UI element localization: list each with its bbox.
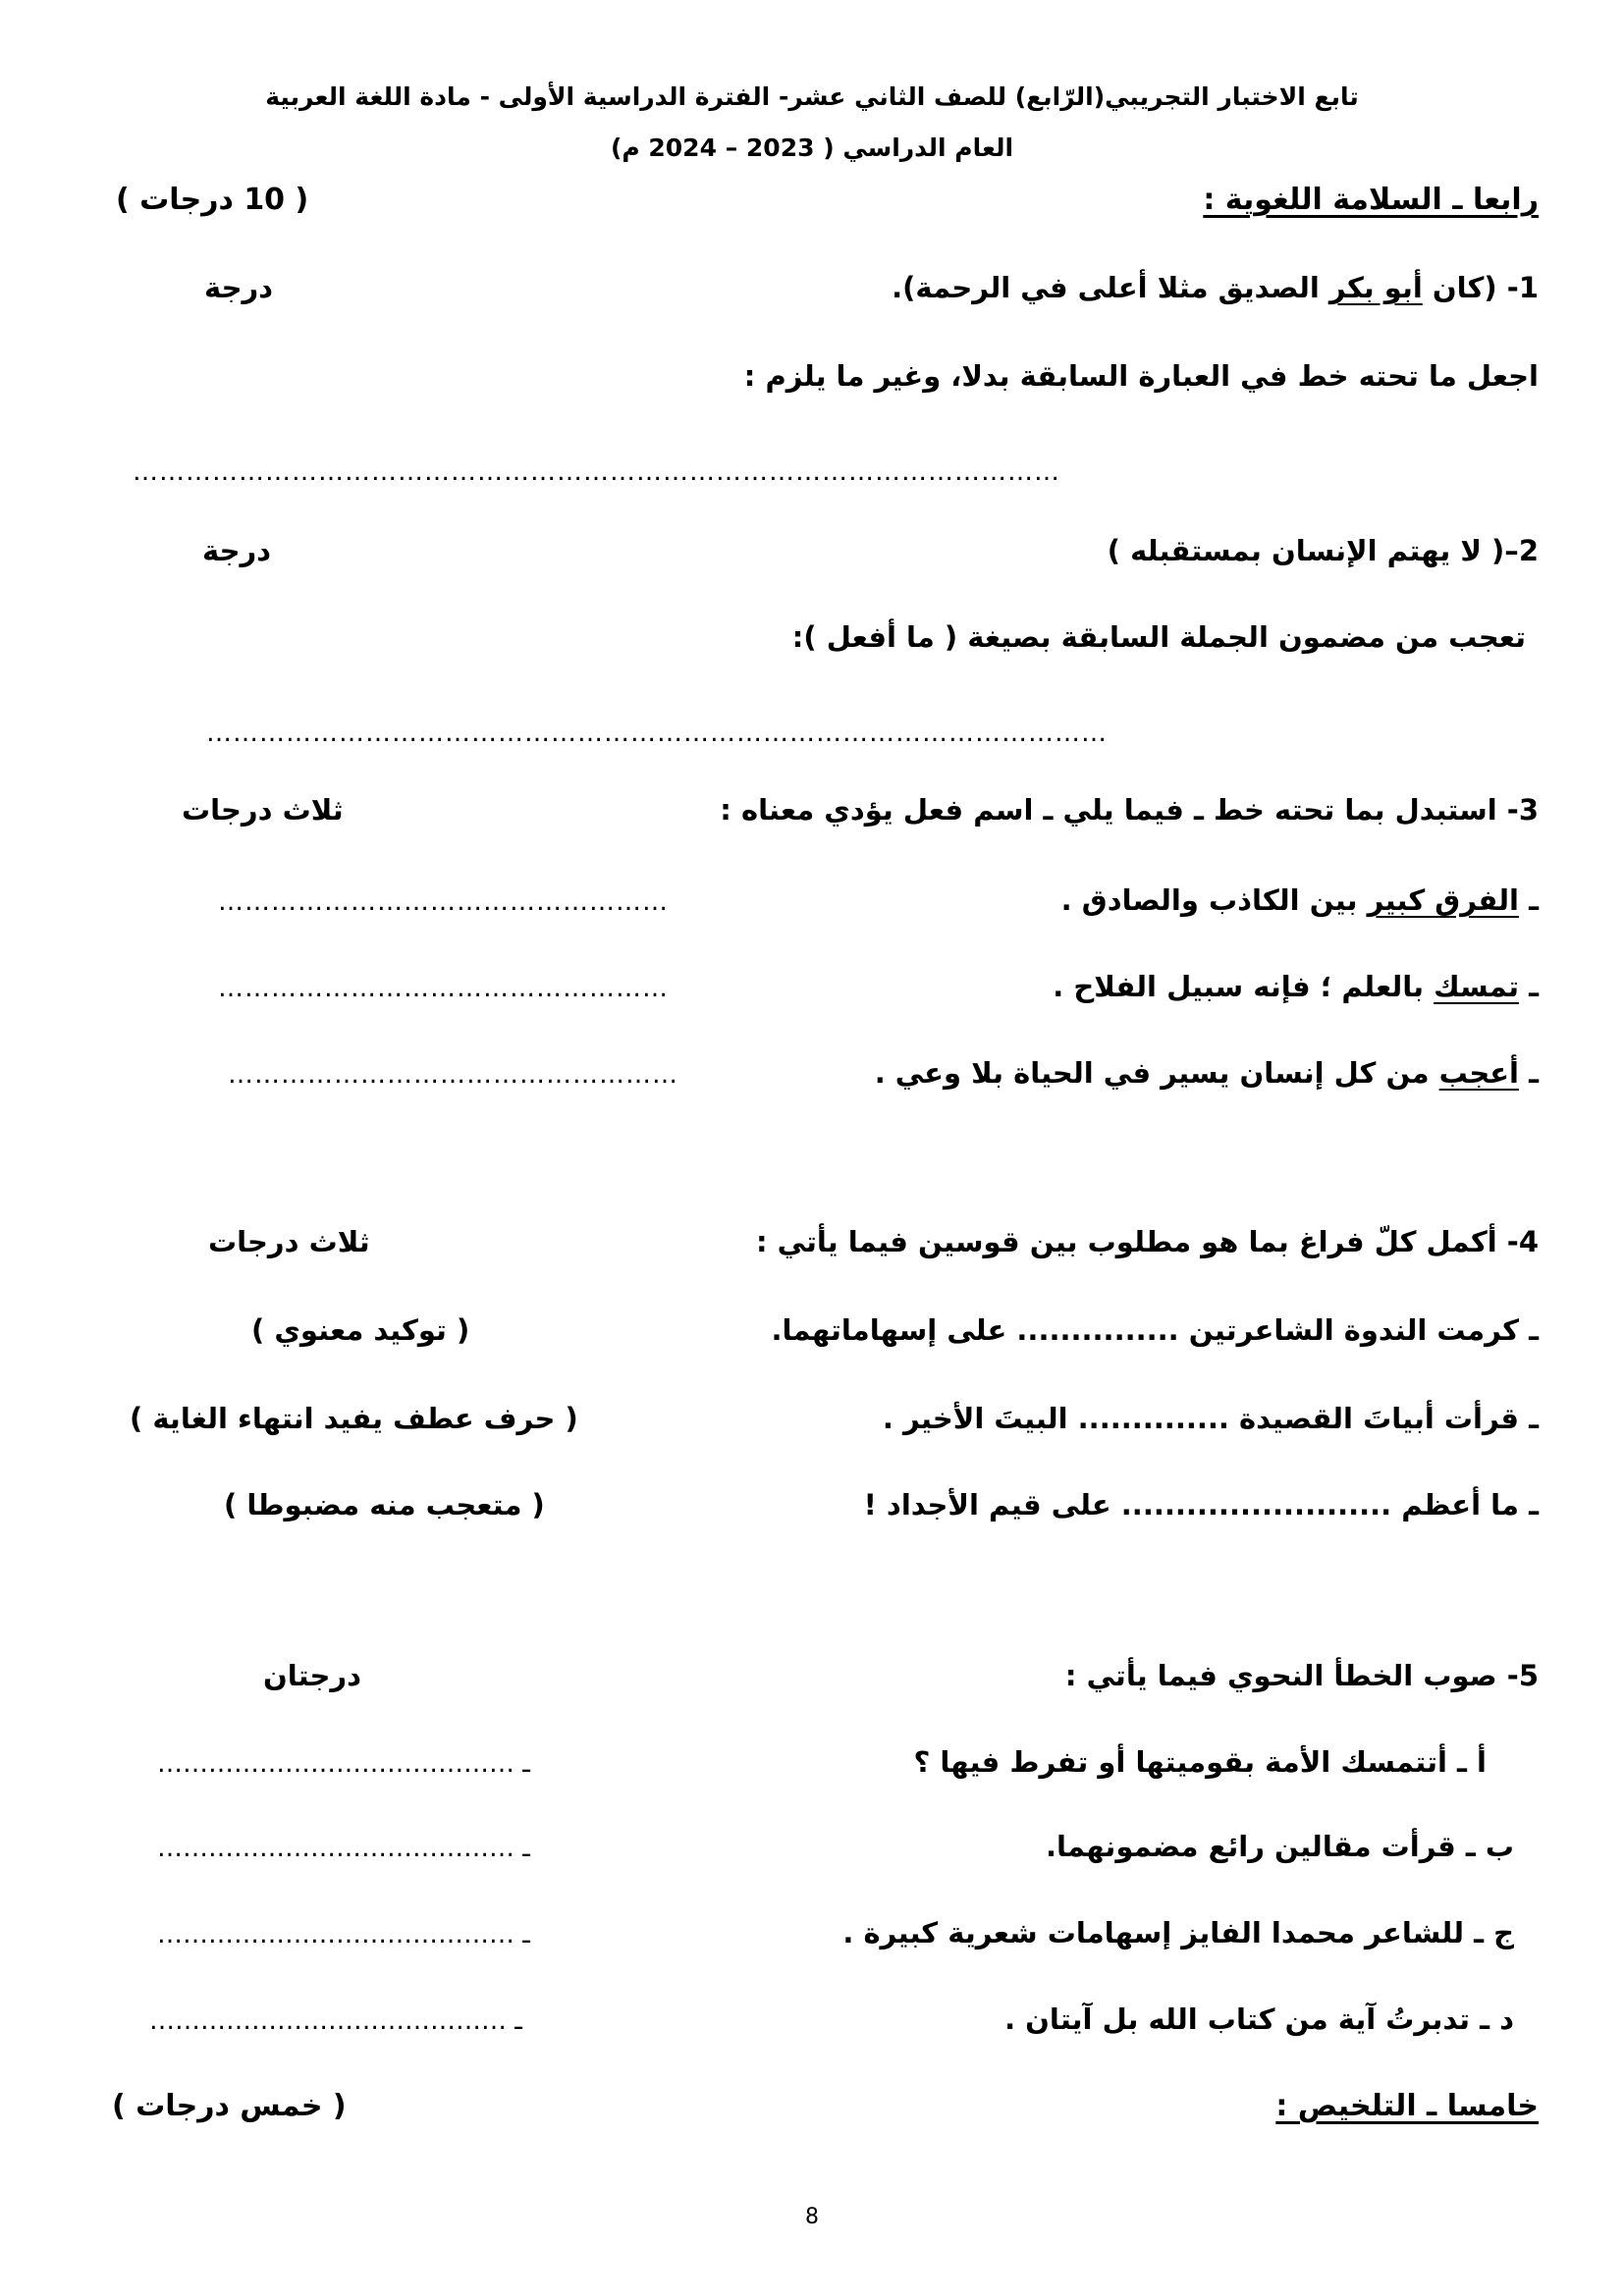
q4-item-1: ـ كرمت الندوة الشاعرتين ............... على إسهاماتهما. xyxy=(771,1313,1539,1347)
q1-statement xyxy=(892,271,1539,304)
q4-item-2-hint: ( حرف عطف يفيد انتهاء الغاية ) xyxy=(130,1402,578,1435)
q1-instruction: اجعل ما تحته خط في العبارة السابقة بدلا، وغير ما يلزم : xyxy=(743,359,1539,393)
section-marks: ( 10 درجات ) xyxy=(116,183,309,217)
q3-item-2-underlined: تمسك xyxy=(1434,970,1519,1003)
q5-item-a-answer[interactable]: …………………………………… ـ xyxy=(157,1749,530,1779)
q5-statement: 5- صوب الخطأ النحوي فيما يأتي : xyxy=(1064,1659,1539,1692)
q5-item-d-answer[interactable]: …………………………………… ـ xyxy=(149,2006,522,2036)
page-number: 8 xyxy=(805,2205,819,2229)
q1-marks: درجة xyxy=(204,271,274,304)
q3-marks: ثلاث درجات xyxy=(182,793,344,827)
q3-item-1 xyxy=(1061,883,1539,917)
q4-item-1-hint: ( توكيد معنوي ) xyxy=(251,1313,470,1347)
q5-item-c: ج ـ للشاعر محمدا الفايز إسهامات شعرية كبيرة . xyxy=(842,1916,1514,1949)
section-title-summary-text: خامسا ـ التلخيص : xyxy=(1275,2089,1539,2123)
q4-item-3-hint: ( متعجب منه مضبوطا ) xyxy=(224,1488,545,1522)
q4-marks: ثلاث درجات xyxy=(208,1225,370,1258)
q5-item-b: ب ـ قرأت مقالين رائع مضمونهما. xyxy=(1045,1830,1514,1863)
q5-item-b-answer[interactable]: …………………………………… ـ xyxy=(157,1834,530,1863)
section-title-text: رابعا ـ السلامة اللغوية : xyxy=(1203,183,1539,217)
q1-underlined: أبو بكر xyxy=(1328,271,1423,304)
q3-item-1-dash: ـ xyxy=(1518,883,1539,917)
q4-item-2: ـ قرأت أبياتَ القصيدة .............. البيتَ الأخير . xyxy=(882,1402,1539,1435)
q4-item-3: ـ ما أعظم ......................... على قيم الأجداد ! xyxy=(863,1488,1539,1522)
q5-item-d: د ـ تدبرتُ آية من كتاب الله بل آيتان . xyxy=(1004,2002,1514,2036)
q3-item-3-answer[interactable]: …………………………………………… xyxy=(228,1060,678,1090)
q5-item-a: أ ـ أتتمسك الأمة بقوميتها أو تفرط فيها ؟ xyxy=(913,1745,1487,1779)
q3-item-1-rest: بين الكاذب والصادق . xyxy=(1060,883,1368,917)
q2-marks: درجة xyxy=(202,534,272,567)
exam-header-line1: تابع الاختبار التجريبي(الرّابع) للصف الثاني عشر- الفترة الدراسية الأولى - مادة اللغة العربية xyxy=(265,82,1359,111)
q3-item-3-underlined: أعجب xyxy=(1438,1056,1519,1090)
q3-item-2-answer[interactable]: …………………………………………… xyxy=(218,974,669,1003)
q3-item-1-answer[interactable]: …………………………………………… xyxy=(218,887,669,917)
q3-item-1-underlined: الفرق كبير xyxy=(1367,883,1519,917)
q5-item-c-answer[interactable]: …………………………………… ـ xyxy=(157,1920,530,1949)
q5-marks: درجتان xyxy=(263,1659,361,1692)
q3-statement: 3- استبدل بما تحته خط ـ فيما يلي ـ اسم فعل يؤدي معناه : xyxy=(720,793,1539,827)
q3-item-3-dash: ـ xyxy=(1518,1056,1539,1090)
q3-item-2-rest: بالعلم ؛ فإنه سبيل الفلاح . xyxy=(1053,970,1435,1003)
q3-item-2-dash: ـ xyxy=(1518,970,1539,1003)
section-title-linguistic xyxy=(1203,183,1539,217)
q3-item-2 xyxy=(1053,970,1539,1003)
q2-instruction: تعجب من مضمون الجملة السابقة بصيغة ( ما أفعل ): xyxy=(791,620,1526,654)
q1-answer-line[interactable]: …………………………………………………………………………………………… xyxy=(133,457,1060,487)
q2-statement: 2–( لا يهتم الإنسان بمستقبله ) xyxy=(1107,534,1539,567)
q1-pre: 1- (كان xyxy=(1422,271,1539,304)
section-summary-marks: ( خمس درجات ) xyxy=(112,2089,347,2123)
q4-statement: 4- أكمل كلّ فراغ بما هو مطلوب بين قوسين فيما يأتي : xyxy=(755,1225,1539,1258)
q3-item-3-rest: من كل إنسان يسير في الحياة بلا وعي . xyxy=(874,1056,1439,1090)
q1-post: الصديق مثلا أعلى في الرحمة). xyxy=(892,271,1329,304)
exam-header-line2: العام الدراسي ( 2023 – 2024 م) xyxy=(610,133,1014,162)
q2-answer-line[interactable]: ………………………………………………………………………………………… xyxy=(206,719,1108,748)
q3-item-3 xyxy=(875,1056,1539,1090)
section-title-summary xyxy=(1275,2089,1539,2123)
